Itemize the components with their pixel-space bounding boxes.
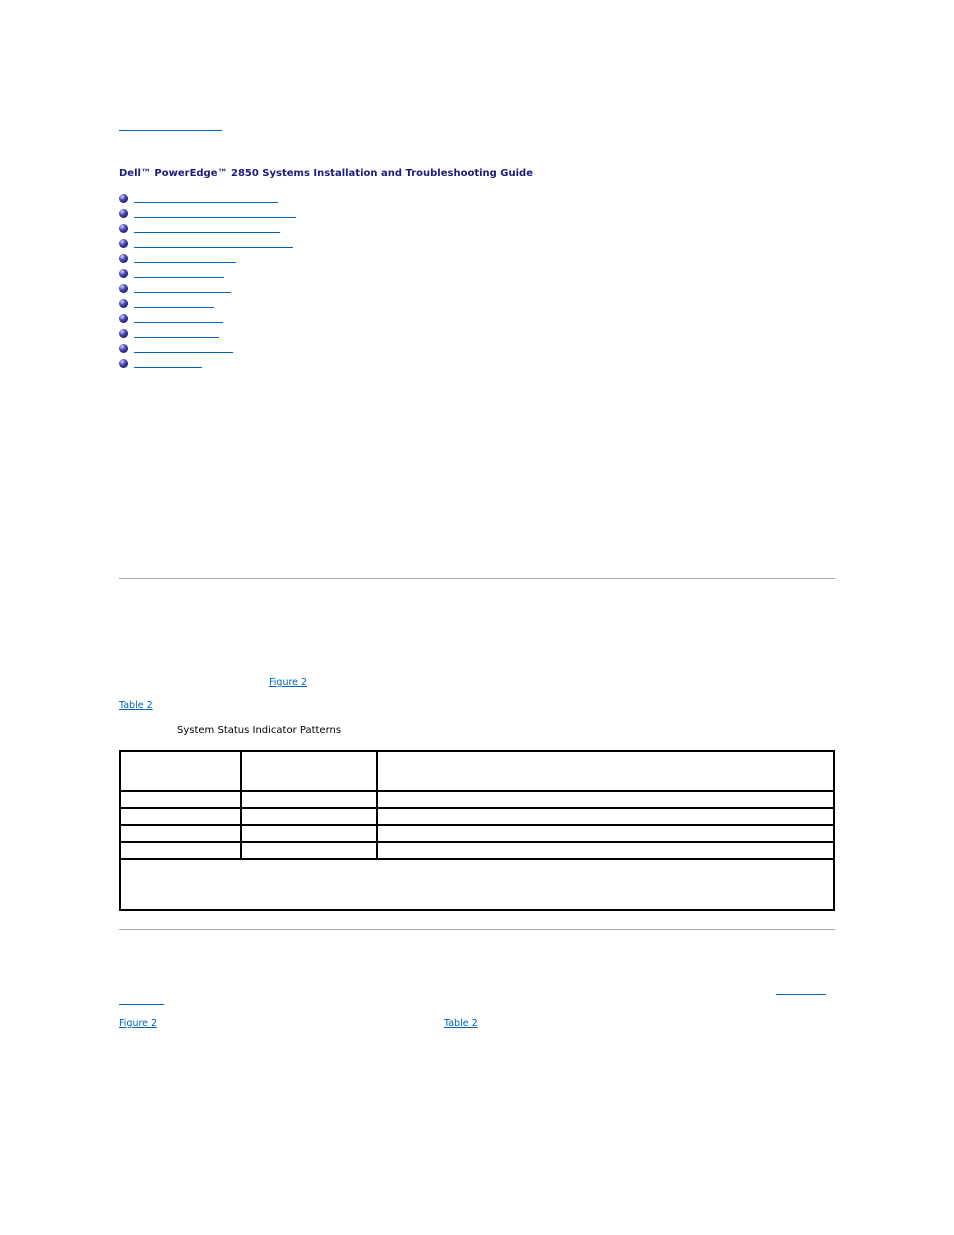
toc-link-10[interactable]	[134, 337, 219, 338]
table-header-row	[120, 751, 834, 791]
table-header-cell	[241, 751, 377, 791]
table-cell	[120, 808, 241, 825]
toc-link-2[interactable]	[134, 217, 296, 218]
table-row	[120, 825, 834, 842]
wrapped-link-part-1[interactable]	[776, 994, 826, 995]
table-cell	[241, 791, 377, 808]
bullet-icon	[119, 194, 128, 203]
table-link-bottom[interactable]: Table 2	[444, 1018, 478, 1029]
table-header-cell	[120, 751, 241, 791]
bullet-icon	[119, 209, 128, 218]
table-cell	[377, 842, 834, 859]
bullet-icon	[119, 314, 128, 323]
figure-link[interactable]: Figure 2	[269, 677, 308, 688]
back-to-contents-link[interactable]	[119, 130, 222, 131]
wrapped-link-part-2[interactable]	[119, 1004, 164, 1005]
toc-link-5[interactable]	[134, 262, 236, 263]
table-link[interactable]: Table 2	[119, 700, 153, 711]
bullet-icon	[119, 239, 128, 248]
table-cell	[377, 791, 834, 808]
table-header-cell	[377, 751, 834, 791]
table-cell	[120, 791, 241, 808]
toc-link-6[interactable]	[134, 277, 224, 278]
bullet-icon	[119, 329, 128, 338]
toc-link-7[interactable]	[134, 292, 231, 293]
bullet-icon	[119, 254, 128, 263]
bullet-icon	[119, 299, 128, 308]
bullet-icon	[119, 284, 128, 293]
table-row	[120, 808, 834, 825]
table-cell	[120, 825, 241, 842]
table-cell	[241, 808, 377, 825]
toc-link-8[interactable]	[134, 307, 214, 308]
bullet-icon	[119, 359, 128, 368]
figure-link-bottom[interactable]: Figure 2	[119, 1018, 158, 1029]
table-footer-cell	[120, 859, 834, 910]
toc-link-1[interactable]	[134, 202, 278, 203]
toc-link-11[interactable]	[134, 352, 233, 353]
toc-link-9[interactable]	[134, 322, 223, 323]
table-cell	[120, 842, 241, 859]
status-indicator-table	[119, 750, 835, 911]
table-cell	[377, 825, 834, 842]
table-row	[120, 842, 834, 859]
table-caption: System Status Indicator Patterns	[177, 725, 342, 736]
bullet-icon	[119, 344, 128, 353]
toc-link-12[interactable]	[134, 367, 202, 368]
section-divider	[119, 929, 835, 930]
section-divider	[119, 578, 835, 579]
table-cell	[241, 842, 377, 859]
toc-link-4[interactable]	[134, 247, 293, 248]
bullet-icon	[119, 269, 128, 278]
table-row	[120, 791, 834, 808]
table-footer-row	[120, 859, 834, 910]
table-cell	[377, 808, 834, 825]
bullet-icon	[119, 224, 128, 233]
table-cell	[241, 825, 377, 842]
guide-title: Dell™ PowerEdge™ 2850 Systems Installation and Troubleshooting Guide	[119, 168, 533, 179]
toc-link-3[interactable]	[134, 232, 280, 233]
